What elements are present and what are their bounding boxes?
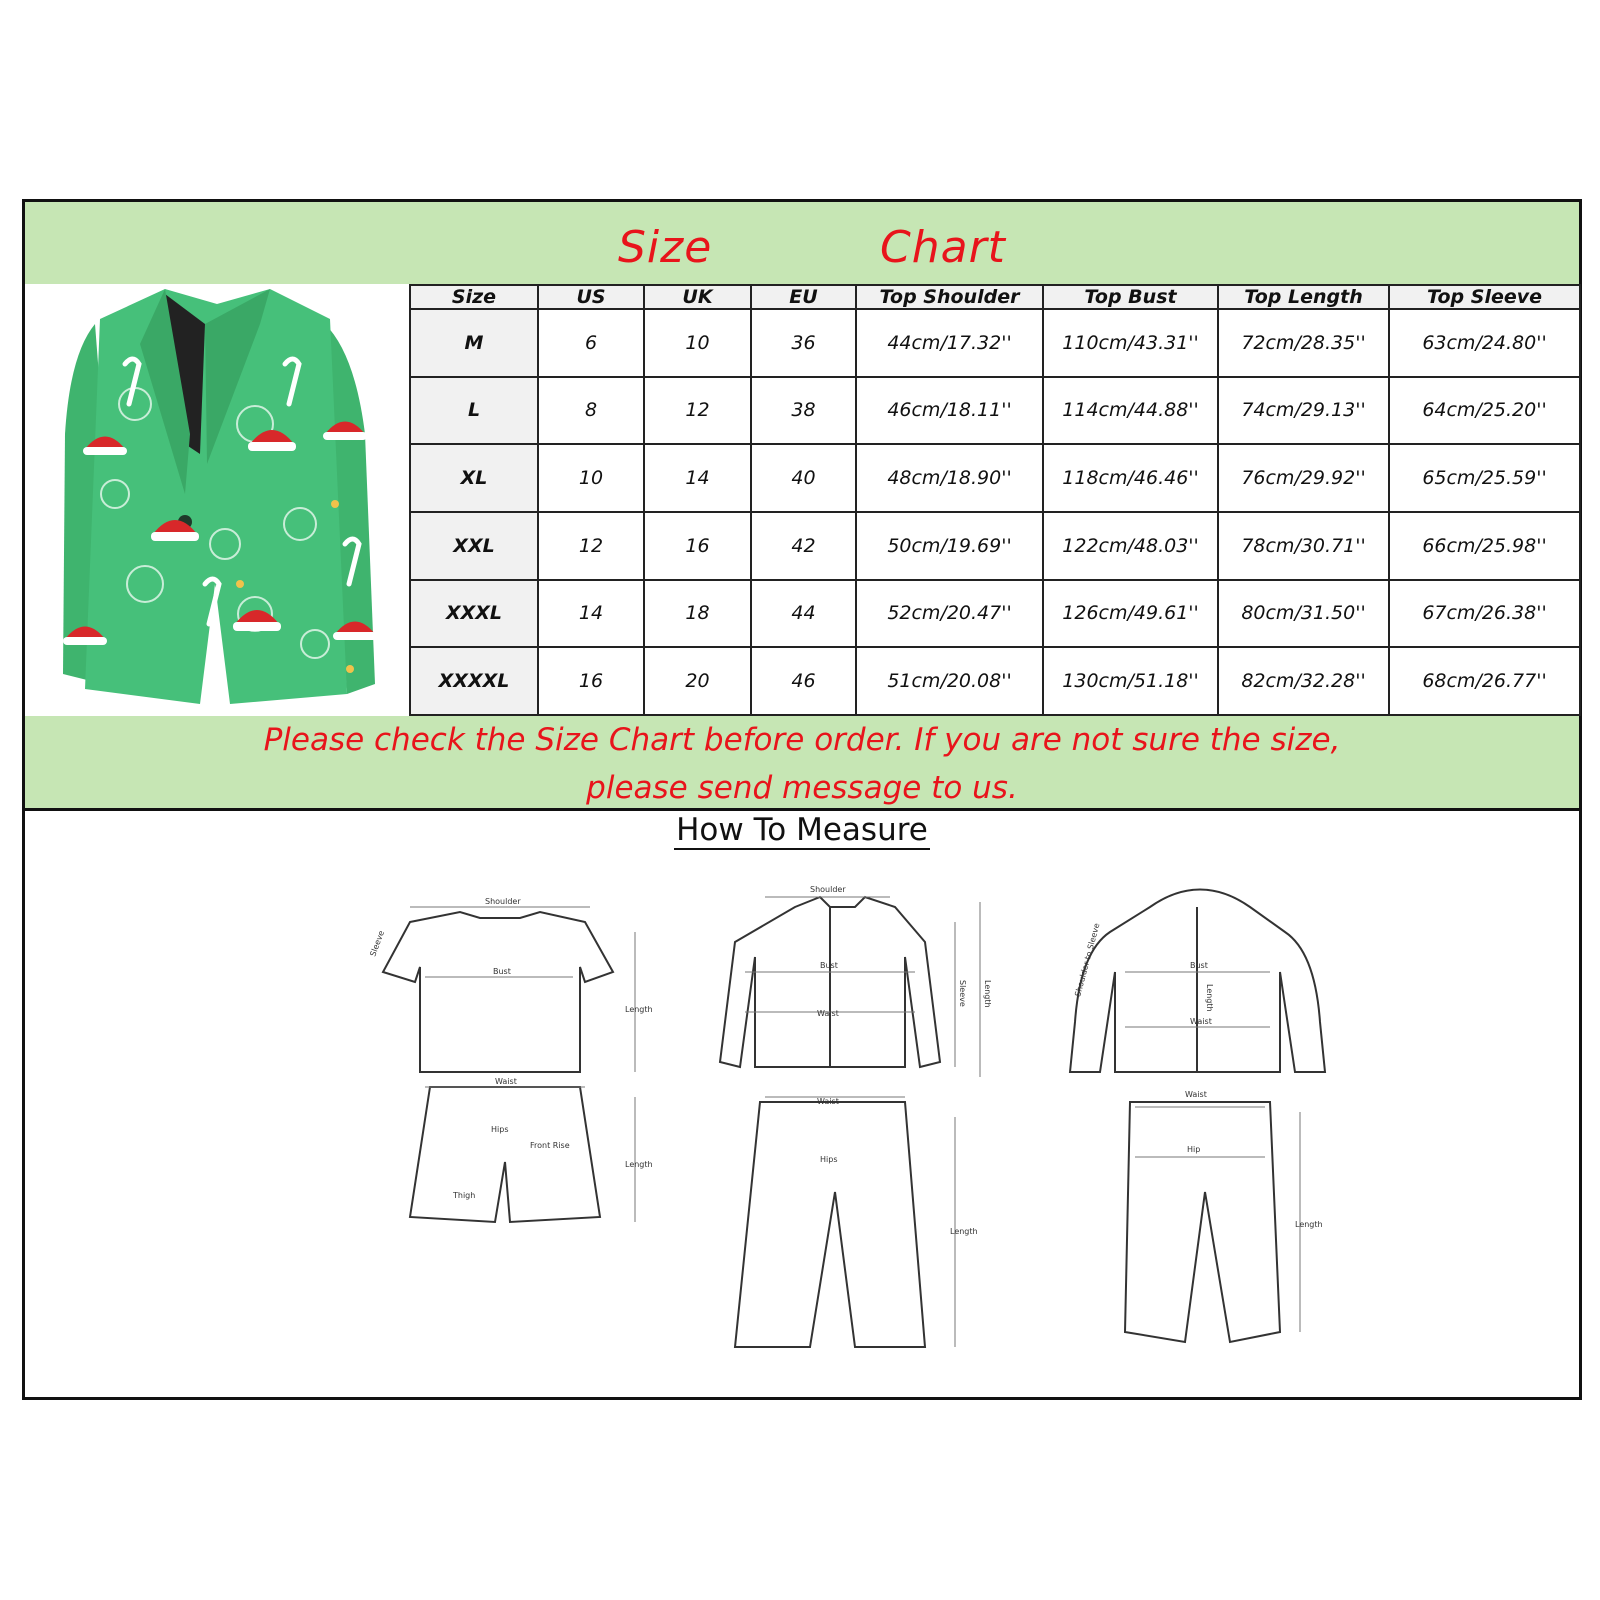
tshirt-sleeve-label: Sleeve [368,929,387,958]
uk-cell: 12 [644,377,751,445]
how-to-measure-title: How To Measure [676,812,928,848]
joggers-outline [1125,1102,1280,1342]
length-cell: 78cm/30.71'' [1218,512,1389,580]
length-cell: 80cm/31.50'' [1218,580,1389,648]
title-size: Size [618,222,713,273]
sleeve-cell: 64cm/25.20'' [1389,377,1580,445]
shorts-front-rise-label: Front Rise [530,1141,570,1150]
shorts-waist-label: Waist [495,1077,517,1086]
product-photo [25,284,409,716]
shirt-sleeve-label: Sleeve [958,980,967,1007]
column-header-top-bust: Top Bust [1043,285,1218,309]
uk-cell: 16 [644,512,751,580]
shoulder-cell: 44cm/17.32'' [856,309,1043,377]
bust-cell: 110cm/43.31'' [1043,309,1218,377]
bust-cell: 126cm/49.61'' [1043,580,1218,648]
sleeve-cell: 68cm/26.77'' [1389,647,1580,715]
shorts-length-label: Length [625,1160,653,1169]
hoodie-shoulder-sleeve-label: Shoulder to Sleeve [1073,922,1102,998]
how-to-measure-heading [25,812,1579,848]
tshirt-length-label: Length [625,1005,653,1014]
size-cell: XXL [410,512,538,580]
eu-cell: 38 [751,377,856,445]
joggers-waist-label: Waist [1185,1090,1207,1099]
size-cell: L [410,377,538,445]
shoulder-cell: 48cm/18.90'' [856,444,1043,512]
column-header-top-length: Top Length [1218,285,1389,309]
us-cell: 6 [538,309,644,377]
bust-cell: 130cm/51.18'' [1043,647,1218,715]
hoodie-bust-label: Bust [1190,961,1208,970]
uk-cell: 18 [644,580,751,648]
eu-cell: 40 [751,444,856,512]
size-table [409,284,1581,716]
sleeve-cell: 63cm/24.80'' [1389,309,1580,377]
shirt-bust-label: Bust [820,961,838,970]
us-cell: 12 [538,512,644,580]
column-header-top-sleeve: Top Sleeve [1389,285,1580,309]
pants-hips-label: Hips [820,1155,838,1164]
chart-header [25,202,1579,284]
shirt-shoulder-label: Shoulder [810,885,846,894]
table-row [410,309,1580,377]
length-cell: 76cm/29.92'' [1218,444,1389,512]
eu-cell: 46 [751,647,856,715]
bust-cell: 122cm/48.03'' [1043,512,1218,580]
measurement-diagrams [25,862,1579,1392]
sleeve-cell: 66cm/25.98'' [1389,512,1580,580]
pants-waist-label: Waist [817,1097,839,1106]
shirt-length-label: Length [983,980,992,1008]
table-row [410,444,1580,512]
table-header-row [410,285,1580,309]
pants-outline [735,1102,925,1347]
uk-cell: 20 [644,647,751,715]
shoulder-cell: 50cm/19.69'' [856,512,1043,580]
shirt-waist-label: Waist [817,1009,839,1018]
tshirt-bust-label: Bust [493,967,511,976]
us-cell: 16 [538,647,644,715]
shorts-thigh-label: Thigh [453,1191,476,1200]
size-chart-frame [22,199,1582,1400]
title-chart: Chart [880,222,1006,273]
table-row [410,647,1580,715]
shorts-outline [410,1087,600,1222]
notice-line-1: Please check the Size Chart before order. If you are not sure the size, [263,722,1341,758]
table-row [410,512,1580,580]
size-cell: XXXL [410,580,538,648]
length-cell: 74cm/29.13'' [1218,377,1389,445]
length-cell: 82cm/32.28'' [1218,647,1389,715]
size-cell: XL [410,444,538,512]
size-cell: XXXXL [410,647,538,715]
table-row [410,377,1580,445]
tshirt-shoulder-label: Shoulder [485,897,521,906]
joggers-hip-label: Hip [1187,1145,1201,1154]
column-header-uk: UK [644,285,751,309]
uk-cell: 10 [644,309,751,377]
eu-cell: 36 [751,309,856,377]
size-notice [25,716,1579,811]
length-cell: 72cm/28.35'' [1218,309,1389,377]
eu-cell: 44 [751,580,856,648]
column-header-size: Size [410,285,538,309]
column-header-eu: EU [751,285,856,309]
eu-cell: 42 [751,512,856,580]
hoodie-waist-label: Waist [1190,1017,1212,1026]
us-cell: 10 [538,444,644,512]
bust-cell: 118cm/46.46'' [1043,444,1218,512]
size-cell: M [410,309,538,377]
tshirt-outline [383,912,613,1072]
sleeve-cell: 65cm/25.59'' [1389,444,1580,512]
uk-cell: 14 [644,444,751,512]
pants-length-label: Length [950,1227,978,1236]
sleeve-cell: 67cm/26.38'' [1389,580,1580,648]
us-cell: 8 [538,377,644,445]
notice-line-2: please send message to us. [586,770,1018,806]
shoulder-cell: 51cm/20.08'' [856,647,1043,715]
us-cell: 14 [538,580,644,648]
bust-cell: 114cm/44.88'' [1043,377,1218,445]
christmas-blazer-image [25,284,409,716]
column-header-us: US [538,285,644,309]
shoulder-cell: 46cm/18.11'' [856,377,1043,445]
shorts-hips-label: Hips [491,1125,509,1134]
table-row [410,580,1580,648]
hoodie-length-label: Length [1205,984,1214,1012]
joggers-length-label: Length [1295,1220,1323,1229]
garment-diagrams-svg [25,862,1579,1392]
column-header-top-shoulder: Top Shoulder [856,285,1043,309]
shoulder-cell: 52cm/20.47'' [856,580,1043,648]
